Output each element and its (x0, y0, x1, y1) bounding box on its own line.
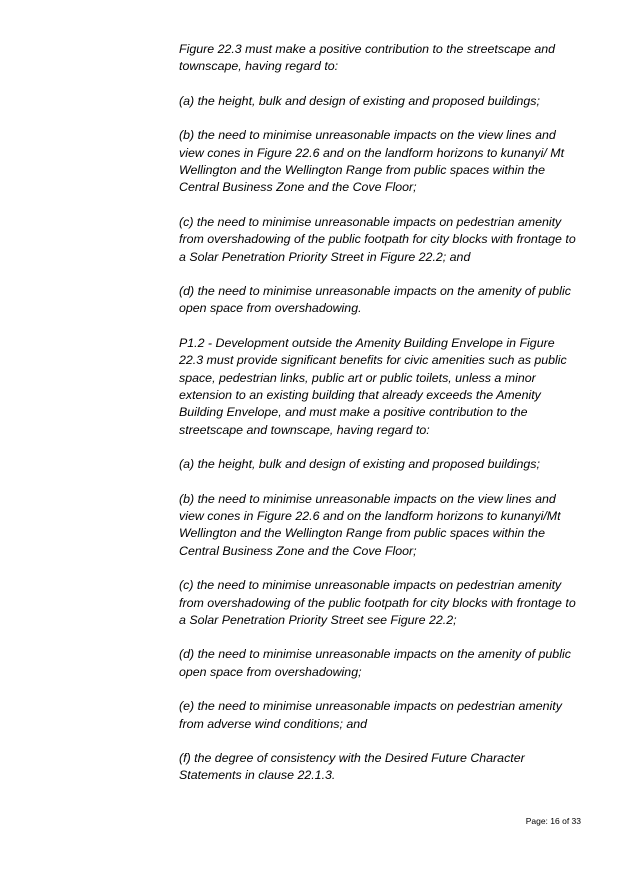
clause-c-paragraph: (c) the need to minimise unreasonable impacts on pedestrian amenity from overshadowing of the public footpath for city blocks with frontage to a Solar Penetration Priority Street in Figure 22.2; and (179, 214, 576, 264)
document-body (179, 41, 589, 802)
p1-2-paragraph: P1.2 - Development outside the Amenity Building Envelope in Figure 22.3 must provide significant benefits for civic amenities such as public space, pedestrian links, public art or public toilets, unless a minor extension to an existing building that already exceeds the Amenity Building Envelope, and must make a positive contribution to the streetscape and townscape, having regard to: (179, 336, 567, 437)
clause-b-paragraph: (b) the need to minimise unreasonable impacts on the view lines and view cones in Figure 22.6 and on the landform horizons to kunanyi/ Mt Wellington and the Wellington Range from public spaces within the Central Business Zone and the Cove Floor; (179, 128, 565, 195)
p1-2-clause-c-paragraph: (c) the need to minimise unreasonable impacts on pedestrian amenity from overshadowing of the public footpath for city blocks with frontage to a Solar Penetration Priority Street see Figure 22.2; (179, 578, 576, 627)
page-number: Page: 16 of 33 (525, 816, 581, 826)
p1-2-clause-e-paragraph: (e) the need to minimise unreasonable impacts on pedestrian amenity from adverse wind conditions; and (179, 699, 562, 731)
clause-d-paragraph: (d) the need to minimise unreasonable impacts on the amenity of public open space from overshadowing. (179, 284, 571, 316)
clause-a-paragraph: (a) the height, bulk and design of existing and proposed buildings; (179, 93, 540, 108)
p1-2-clause-d-paragraph: (d) the need to minimise unreasonable impacts on the amenity of public open space from overshadowing; (179, 647, 571, 679)
p1-2-clause-a-paragraph: (a) the height, bulk and design of existing and proposed buildings; (179, 457, 540, 472)
intro-paragraph: Figure 22.3 must make a positive contribution to the streetscape and townscape, having regard to: (179, 42, 556, 74)
p1-2-clause-b-paragraph: (b) the need to minimise unreasonable impacts on the view lines and view cones in Figure 22.6 and on the landform horizons to kunanyi/Mt Wellington and the Wellington Range from public spaces within the Central Business Zone and the Cove Floor; (179, 491, 561, 558)
p1-2-clause-f-paragraph: (f) the degree of consistency with the Desired Future Character Statements in clause 22.1.3. (179, 751, 525, 783)
